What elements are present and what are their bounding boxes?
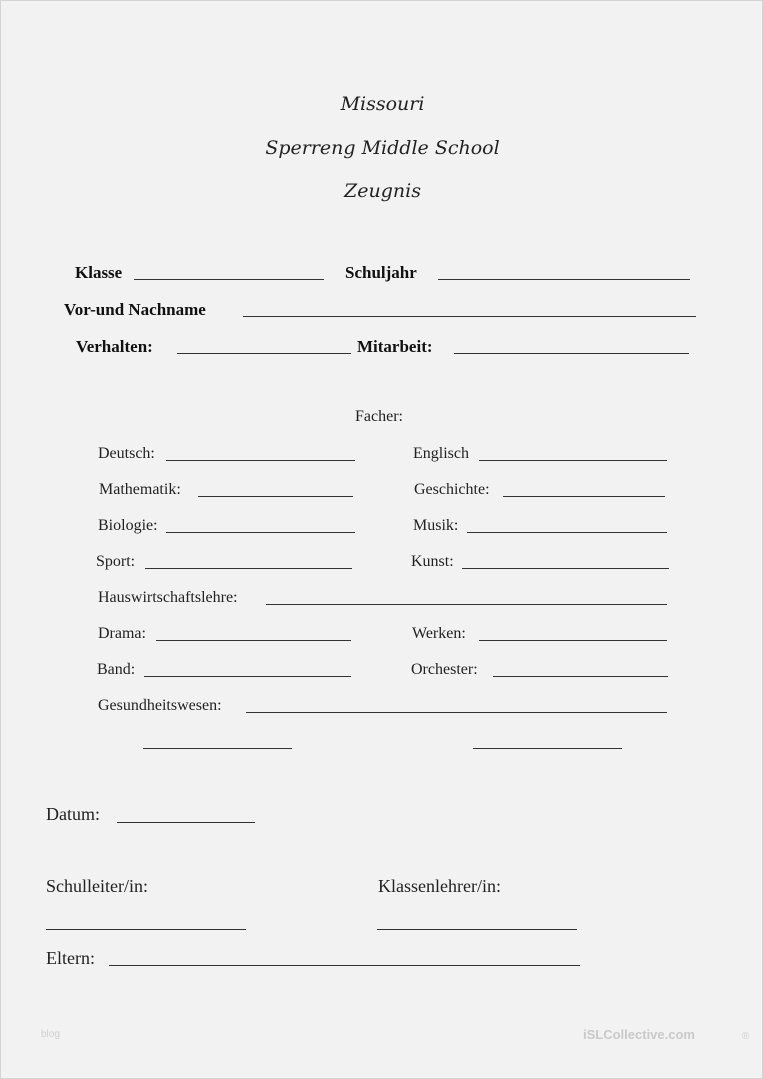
- school-title: Sperreng Middle School: [265, 137, 500, 159]
- gesundheit-field[interactable]: [246, 712, 667, 713]
- mathematik-field[interactable]: [198, 496, 353, 497]
- schulleiter-label: Schulleiter/in:: [46, 876, 148, 896]
- verhalten-label: Verhalten:: [76, 337, 153, 356]
- hauswirtschaft-field[interactable]: [266, 604, 667, 605]
- werken-label: Werken:: [412, 625, 466, 642]
- orchester-label: Orchester:: [411, 661, 478, 678]
- band-label: Band:: [97, 661, 136, 678]
- name-field[interactable]: [243, 316, 696, 317]
- datum-field[interactable]: [117, 822, 255, 823]
- klasse-field[interactable]: [134, 279, 324, 280]
- schulleiter-signature-field[interactable]: [46, 929, 246, 930]
- subjects-heading: Facher:: [355, 408, 403, 425]
- extra-subject-field-right[interactable]: [473, 748, 622, 749]
- biologie-field[interactable]: [166, 532, 355, 533]
- datum-label: Datum:: [46, 804, 100, 824]
- geschichte-field[interactable]: [503, 496, 665, 497]
- klasse-label: Klasse: [75, 263, 123, 282]
- document-title: Zeugnis: [344, 180, 421, 202]
- kunst-label: Kunst:: [411, 553, 454, 570]
- band-field[interactable]: [144, 676, 351, 677]
- sport-label: Sport:: [96, 553, 136, 570]
- islcollective-watermark: iSLCollective.com: [583, 1027, 695, 1042]
- orchester-field[interactable]: [493, 676, 668, 677]
- klassenlehrer-label: Klassenlehrer/in:: [378, 876, 501, 896]
- name-label: Vor-und Nachname: [64, 300, 206, 319]
- state-title: Missouri: [340, 93, 425, 115]
- eltern-label: Eltern:: [46, 948, 95, 968]
- gesundheit-label: Gesundheitswesen:: [98, 697, 222, 714]
- mitarbeit-field[interactable]: [454, 353, 689, 354]
- klassenlehrer-signature-field[interactable]: [377, 929, 577, 930]
- schuljahr-label: Schuljahr: [345, 263, 417, 282]
- deutsch-field[interactable]: [166, 460, 355, 461]
- drama-label: Drama:: [98, 625, 146, 642]
- kunst-field[interactable]: [462, 568, 669, 569]
- drama-field[interactable]: [156, 640, 351, 641]
- sport-field[interactable]: [145, 568, 352, 569]
- musik-field[interactable]: [467, 532, 667, 533]
- schuljahr-field[interactable]: [438, 279, 690, 280]
- hauswirtschaft-label: Hauswirtschaftslehre:: [98, 589, 238, 606]
- geschichte-label: Geschichte:: [414, 481, 490, 498]
- mitarbeit-label: Mitarbeit:: [357, 337, 433, 356]
- blog-watermark: blog: [41, 1029, 60, 1040]
- mathematik-label: Mathematik:: [99, 481, 181, 498]
- englisch-field[interactable]: [479, 460, 667, 461]
- deutsch-label: Deutsch:: [98, 445, 155, 462]
- biologie-label: Biologie:: [98, 517, 158, 534]
- werken-field[interactable]: [479, 640, 667, 641]
- verhalten-field[interactable]: [177, 353, 351, 354]
- englisch-label: Englisch: [413, 445, 469, 462]
- eltern-signature-field[interactable]: [109, 965, 580, 966]
- extra-subject-field-left[interactable]: [143, 748, 292, 749]
- registered-mark: ®: [742, 1031, 750, 1042]
- musik-label: Musik:: [413, 517, 459, 534]
